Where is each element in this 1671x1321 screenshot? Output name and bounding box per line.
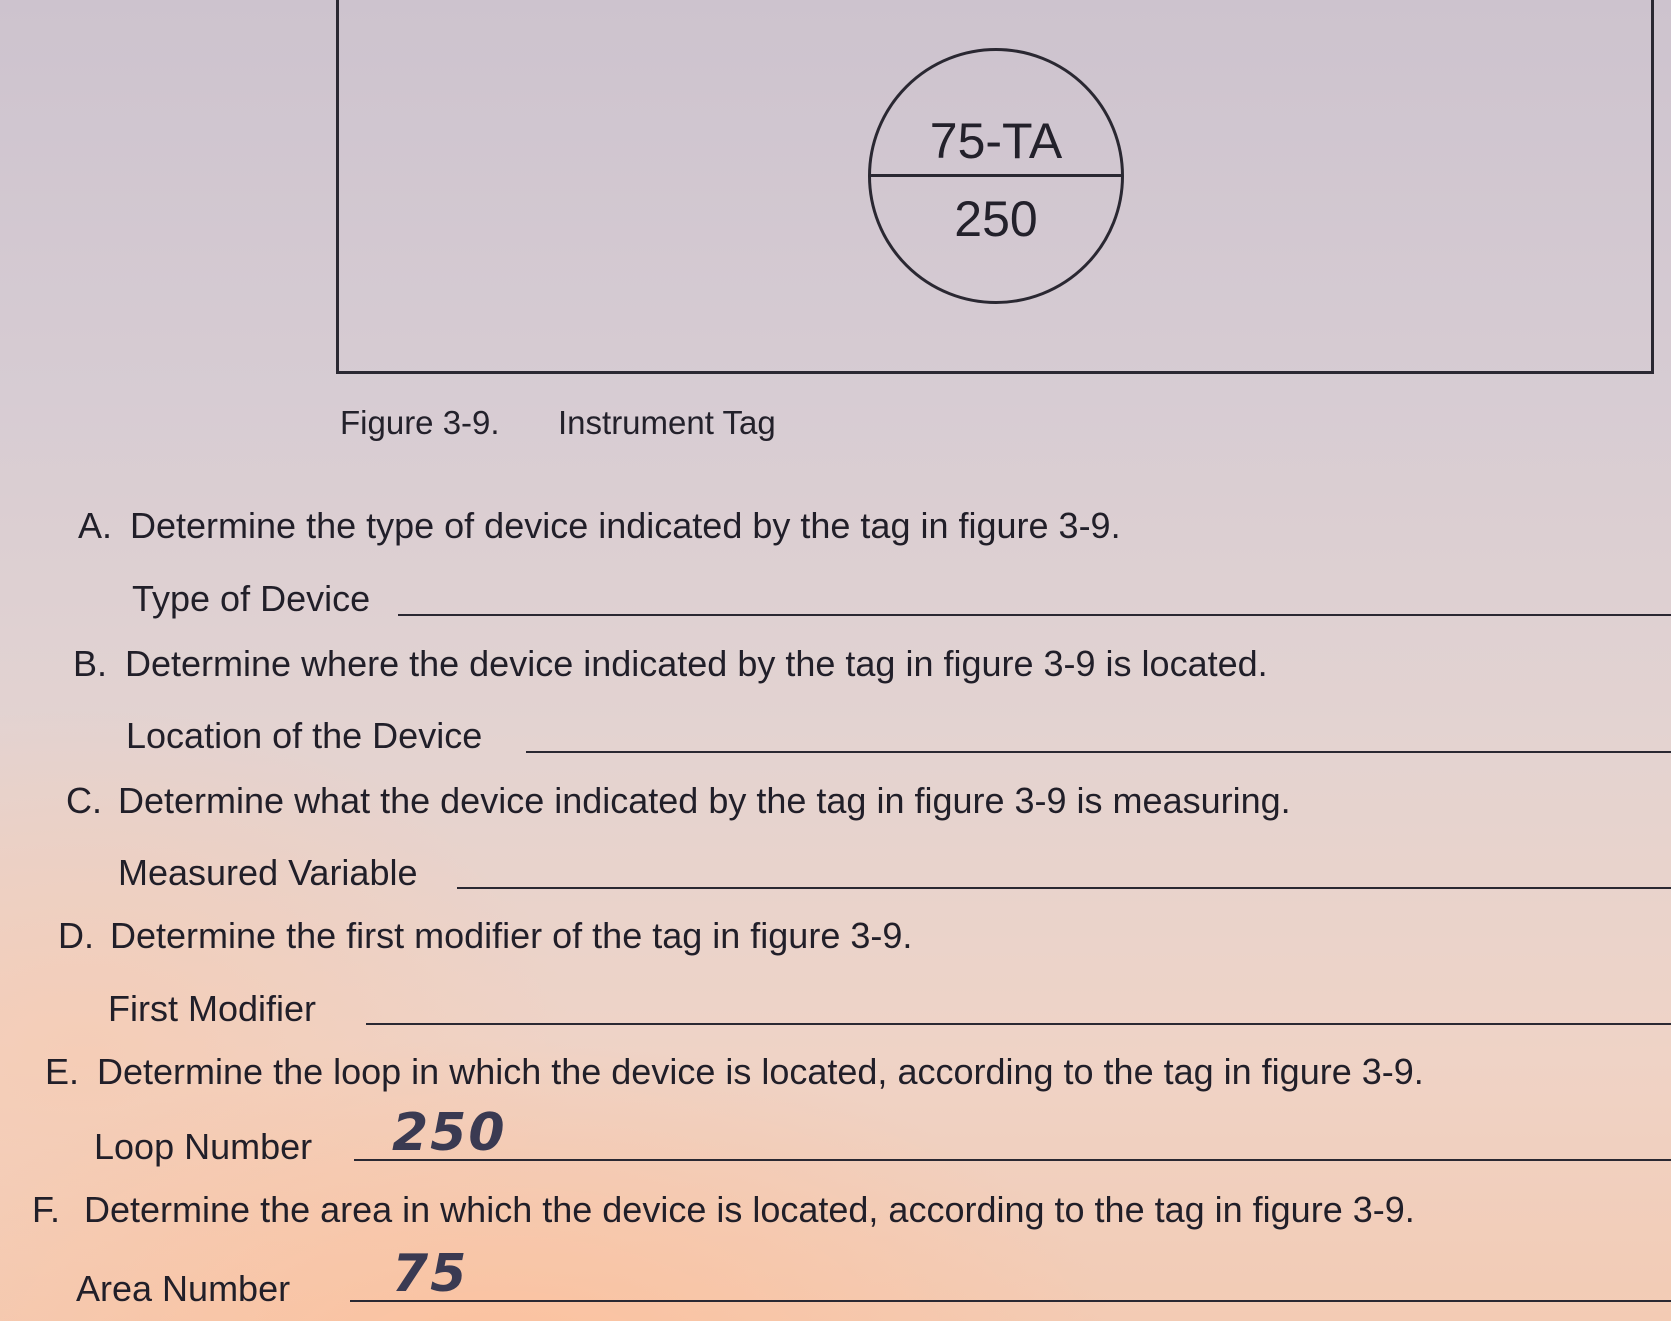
tag-loop-number: 250 bbox=[954, 191, 1038, 247]
question-prompt: Determine the type of device indicated by the tag in figure 3-9. bbox=[130, 505, 1121, 546]
answer-label-type-of-device: Type of Device bbox=[132, 578, 371, 619]
instrument-tag-bubble bbox=[868, 48, 1124, 304]
question-prompt: Determine where the device indicated by the tag in figure 3-9 is located. bbox=[125, 643, 1268, 684]
answer-label-area-number: Area Number bbox=[76, 1268, 291, 1309]
question-prompt: Determine the first modifier of the tag in figure 3-9. bbox=[110, 915, 913, 956]
question-a bbox=[78, 505, 1121, 547]
answer-area-number[interactable]: 75 bbox=[392, 1244, 469, 1304]
question-letter: A. bbox=[78, 505, 113, 546]
figure-caption-number: Figure 3-9. bbox=[340, 404, 500, 441]
answer-label-loop-number: Loop Number bbox=[94, 1126, 313, 1167]
question-letter: F. bbox=[32, 1189, 61, 1230]
answer-line-area-number[interactable] bbox=[350, 1300, 1671, 1302]
question-d bbox=[58, 915, 912, 957]
question-prompt: Determine what the device indicated by the tag in figure 3-9 is measuring. bbox=[118, 780, 1291, 821]
tag-divider-line bbox=[871, 174, 1121, 177]
answer-line-location[interactable] bbox=[526, 751, 1671, 753]
question-f bbox=[32, 1189, 1415, 1231]
question-letter: B. bbox=[73, 643, 108, 684]
question-letter: E. bbox=[45, 1051, 80, 1092]
answer-label-location: Location of the Device bbox=[126, 715, 483, 756]
answer-line-measured-variable[interactable] bbox=[457, 887, 1671, 889]
question-e bbox=[45, 1051, 1424, 1093]
answer-line-loop-number[interactable] bbox=[354, 1159, 1671, 1161]
answer-loop-number[interactable]: 250 bbox=[392, 1103, 507, 1163]
answer-label-measured-variable: Measured Variable bbox=[118, 852, 418, 893]
question-b bbox=[73, 643, 1268, 685]
answer-line-type-of-device[interactable] bbox=[398, 614, 1671, 616]
answer-label-first-modifier: First Modifier bbox=[108, 988, 317, 1029]
figure-caption-title: Instrument Tag bbox=[558, 404, 776, 441]
question-letter: C. bbox=[66, 780, 102, 821]
tag-identifier: 75-TA bbox=[929, 113, 1063, 169]
question-prompt: Determine the loop in which the device is located, according to the tag in figure 3-9. bbox=[97, 1051, 1424, 1092]
answer-line-first-modifier[interactable] bbox=[366, 1023, 1671, 1025]
question-c bbox=[66, 780, 1291, 822]
question-prompt: Determine the area in which the device is located, according to the tag in figure 3-9. bbox=[84, 1189, 1415, 1230]
question-letter: D. bbox=[58, 915, 94, 956]
